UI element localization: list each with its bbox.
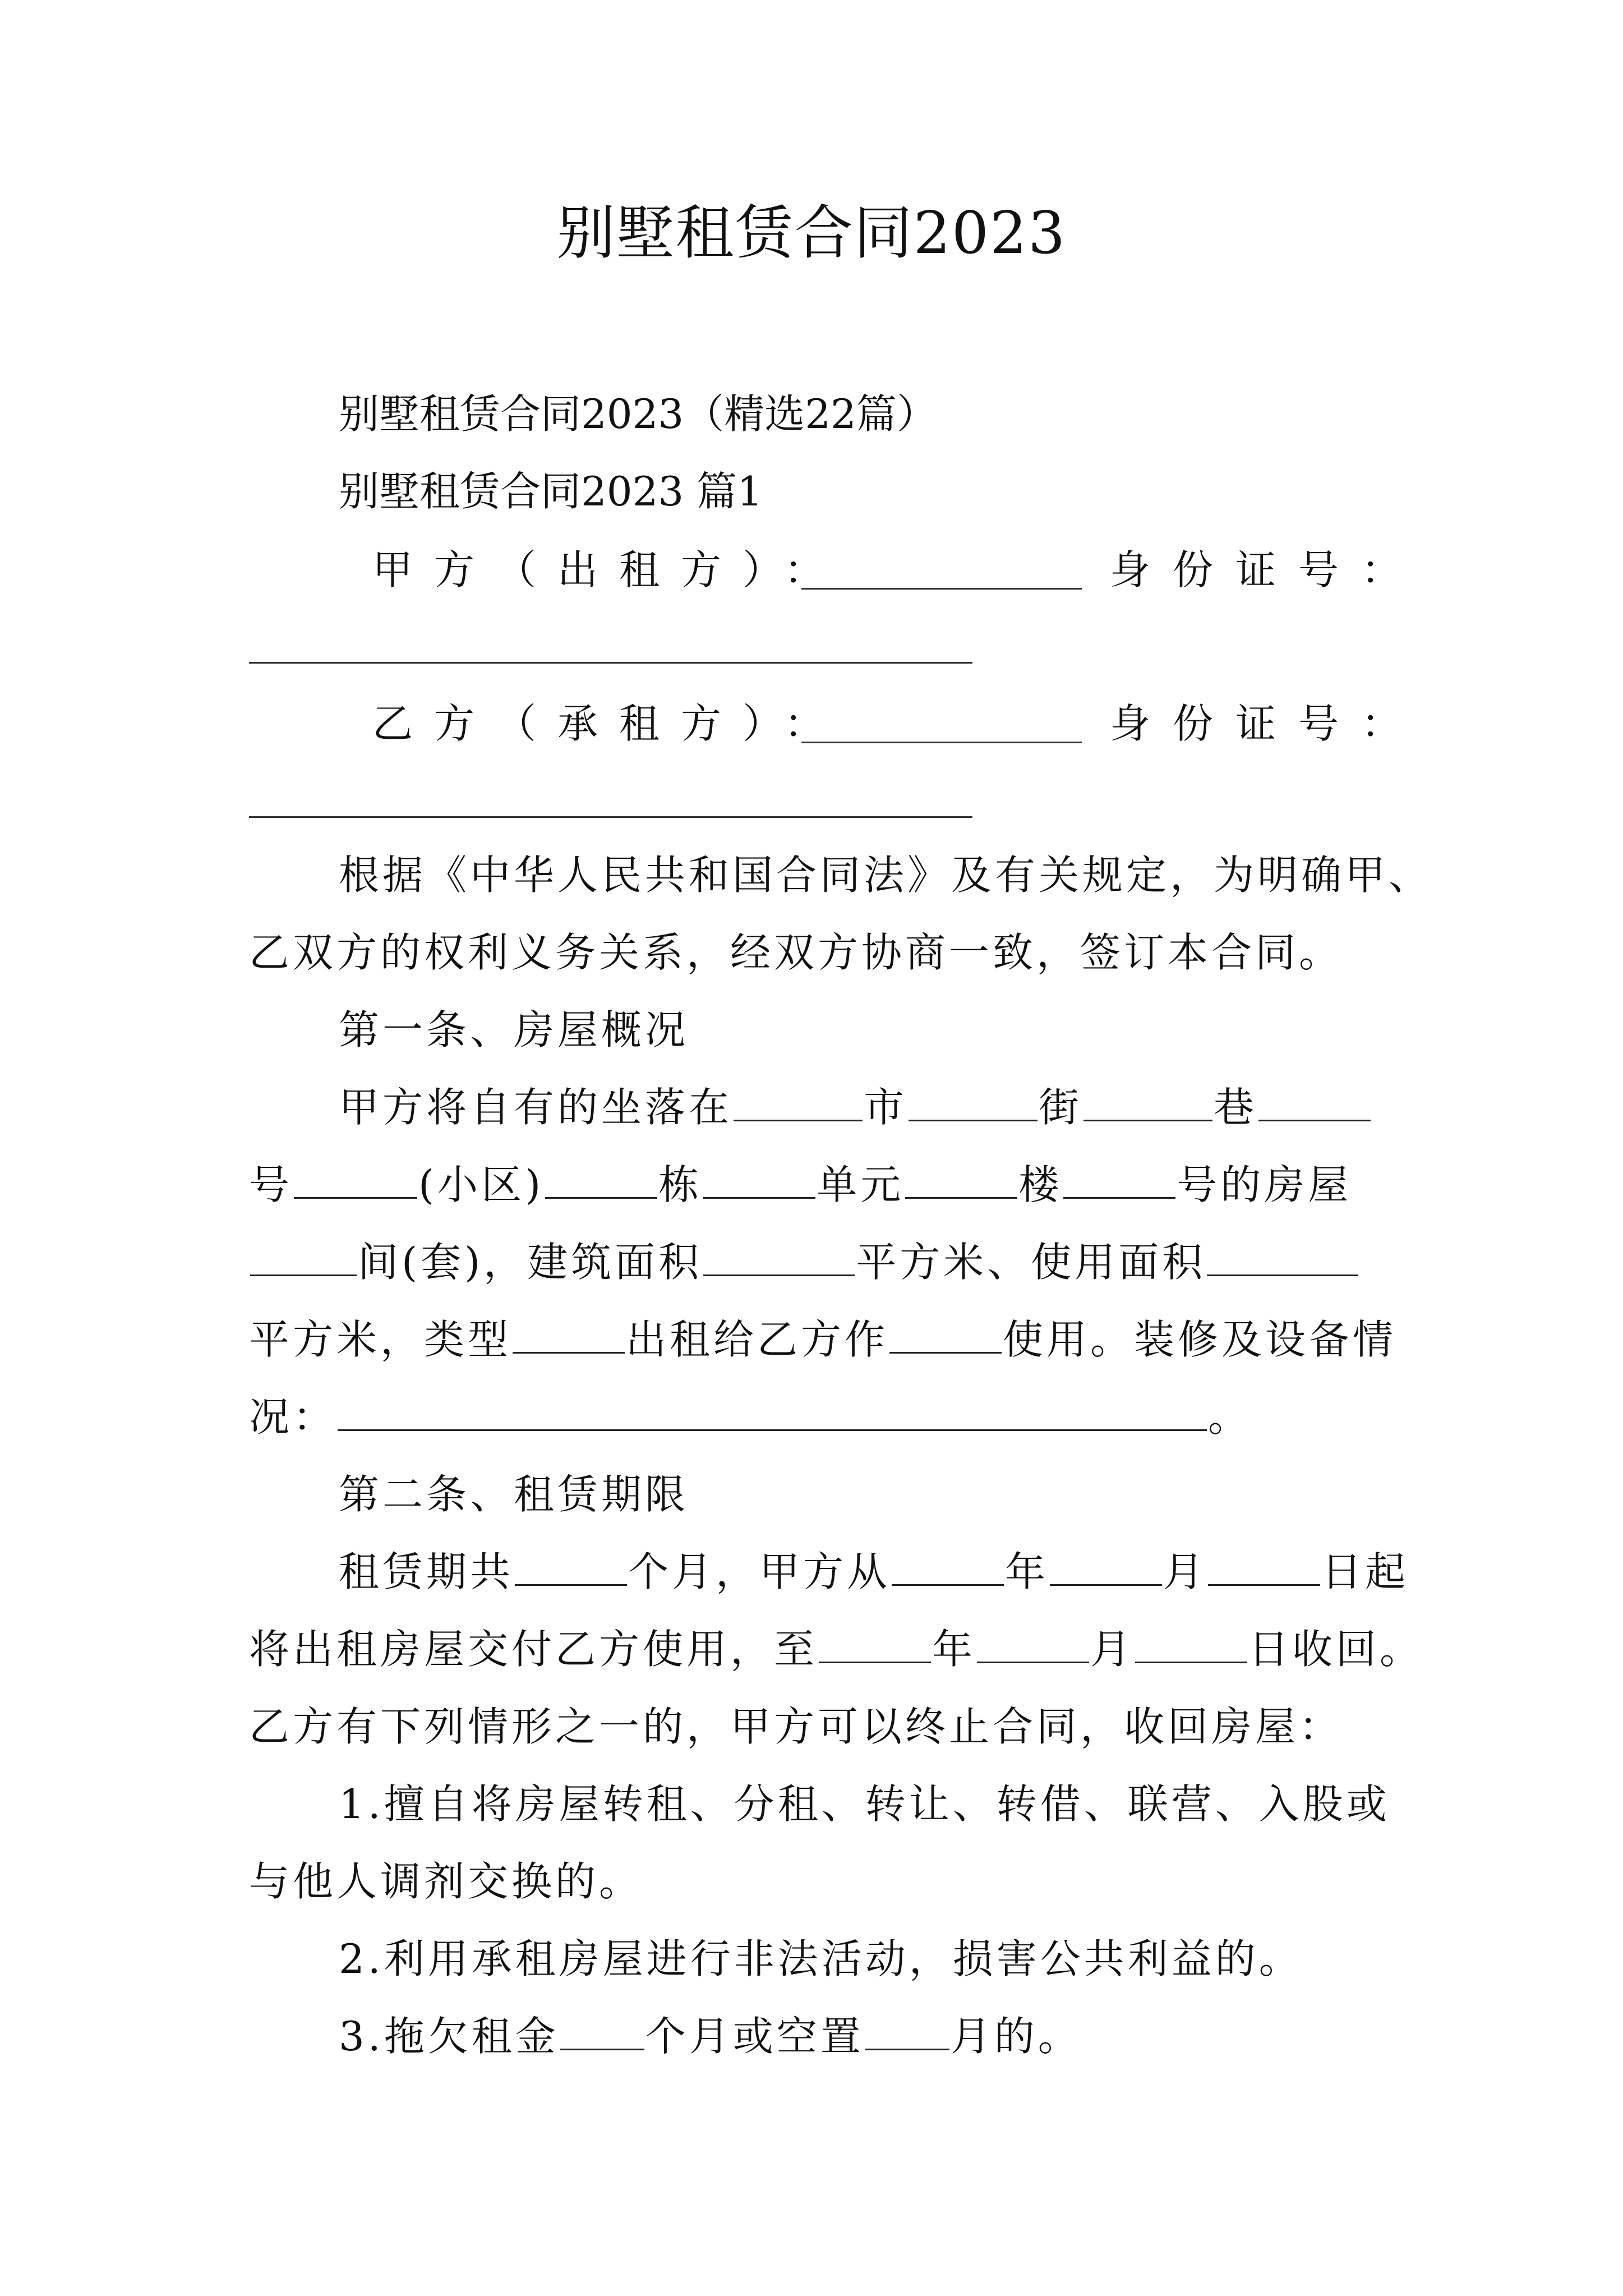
text: 月的。 [950, 2013, 1082, 2060]
article-1-heading: 第一条、房屋概况 [339, 1006, 689, 1053]
text: 个月，甲方从 [628, 1548, 891, 1595]
purpose-blank [889, 1312, 1002, 1354]
text: 3.拖欠租金 [339, 2013, 559, 2060]
lane-blank [1083, 1079, 1212, 1121]
text: 街 [1039, 1084, 1083, 1131]
party-b-id-blank [249, 816, 972, 818]
overdue-months-blank [560, 2008, 644, 2050]
text: 间(套)，建筑面积 [358, 1239, 703, 1286]
rooms-blank [250, 1234, 357, 1276]
section-heading: 别墅租赁合同2023 篇1 [339, 468, 763, 515]
text: 平方米、使用面积 [856, 1239, 1206, 1286]
article-2-item-2: 2.利用承租房屋进行非法活动，损害公共利益的。 [339, 1935, 1303, 1982]
article-1-line-2 [249, 1157, 1352, 1213]
street-blank [909, 1079, 1038, 1121]
type-blank [513, 1312, 625, 1354]
text: 甲方将自有的坐落在 [339, 1084, 733, 1131]
building-area-blank [703, 1234, 855, 1276]
text: 出租给乙方作 [626, 1316, 889, 1363]
party-a-name-blank [801, 588, 1082, 590]
community-blank [294, 1157, 417, 1199]
city-blank [734, 1079, 863, 1121]
equipment-blank [338, 1389, 1207, 1431]
article-2-line-1 [339, 1544, 1409, 1600]
article-1-line-5 [249, 1389, 1252, 1445]
article-2-heading: 第二条、租赁期限 [339, 1471, 689, 1518]
text: 。 [1208, 1393, 1252, 1441]
text: 将出租房屋交付乙方使用，至 [249, 1626, 818, 1673]
text: (小区) [418, 1161, 545, 1208]
unit-blank [703, 1157, 815, 1199]
preamble-line-1: 根据《中华人民共和国合同法》及有关规定，为明确甲、 [339, 852, 1433, 899]
room-blank [1063, 1157, 1175, 1199]
start-day-blank [1208, 1544, 1320, 1586]
text: 年 [1005, 1548, 1049, 1595]
text: 巷 [1214, 1084, 1258, 1131]
article-2-item-1-line-2: 与他人调剂交换的。 [249, 1858, 643, 1905]
text: 栋 [658, 1161, 703, 1208]
article-2-item-3 [339, 2008, 1082, 2064]
article-1-line-4 [249, 1312, 1396, 1368]
text: 个月或空置 [645, 2013, 864, 2060]
article-2-line-2 [249, 1621, 1423, 1677]
party-a-id-label: 身份证号： [1110, 546, 1424, 593]
text: 日起 [1321, 1548, 1409, 1595]
text: 号的房屋 [1177, 1161, 1352, 1208]
usable-area-blank [1207, 1234, 1358, 1276]
vacant-months-blank [865, 2008, 949, 2050]
text: 月 [1090, 1626, 1135, 1673]
end-day-blank [1135, 1621, 1247, 1663]
text: 单元 [817, 1161, 905, 1208]
article-1-line-3 [249, 1234, 1359, 1290]
text: 月 [1163, 1548, 1207, 1595]
party-b-name-blank [801, 742, 1082, 743]
start-year-blank [892, 1544, 1004, 1586]
start-month-blank [1050, 1544, 1162, 1586]
months-blank [515, 1544, 627, 1586]
floor-blank [905, 1157, 1017, 1199]
text: 租赁期共 [339, 1548, 514, 1595]
article-2-item-1-line-1: 1.擅自将房屋转租、分租、转让、转借、联营、入股或 [339, 1780, 1390, 1828]
text: 号 [249, 1161, 293, 1208]
party-b-row [249, 696, 1424, 763]
text: 年 [932, 1626, 976, 1673]
document-title: 别墅租赁合同2023 [556, 199, 1067, 267]
document-subtitle: 别墅租赁合同2023（精选22篇） [339, 390, 937, 438]
end-month-blank [977, 1621, 1089, 1663]
text: 平方米，类型 [249, 1316, 512, 1363]
building-blank [545, 1157, 657, 1199]
party-a-label: 甲方（出租方）： [372, 546, 846, 593]
party-a-row [249, 542, 1424, 609]
text: 况： [249, 1393, 337, 1441]
text: 楼 [1018, 1161, 1063, 1208]
article-1-line-1 [339, 1079, 1372, 1135]
number-blank [1258, 1079, 1371, 1121]
party-b-label: 乙方（承租方）： [372, 700, 846, 747]
article-2-line-3: 乙方有下列情形之一的，甲方可以终止合同，收回房屋： [249, 1703, 1343, 1750]
preamble-line-2: 乙双方的权利义务关系，经双方协商一致，签订本合同。 [249, 929, 1343, 976]
text: 使用。装修及设备情 [1003, 1316, 1397, 1363]
party-b-id-label: 身份证号： [1110, 700, 1424, 747]
text: 市 [864, 1084, 908, 1131]
end-year-blank [819, 1621, 931, 1663]
text: 日收回。 [1248, 1626, 1424, 1673]
party-a-id-blank [249, 662, 972, 664]
